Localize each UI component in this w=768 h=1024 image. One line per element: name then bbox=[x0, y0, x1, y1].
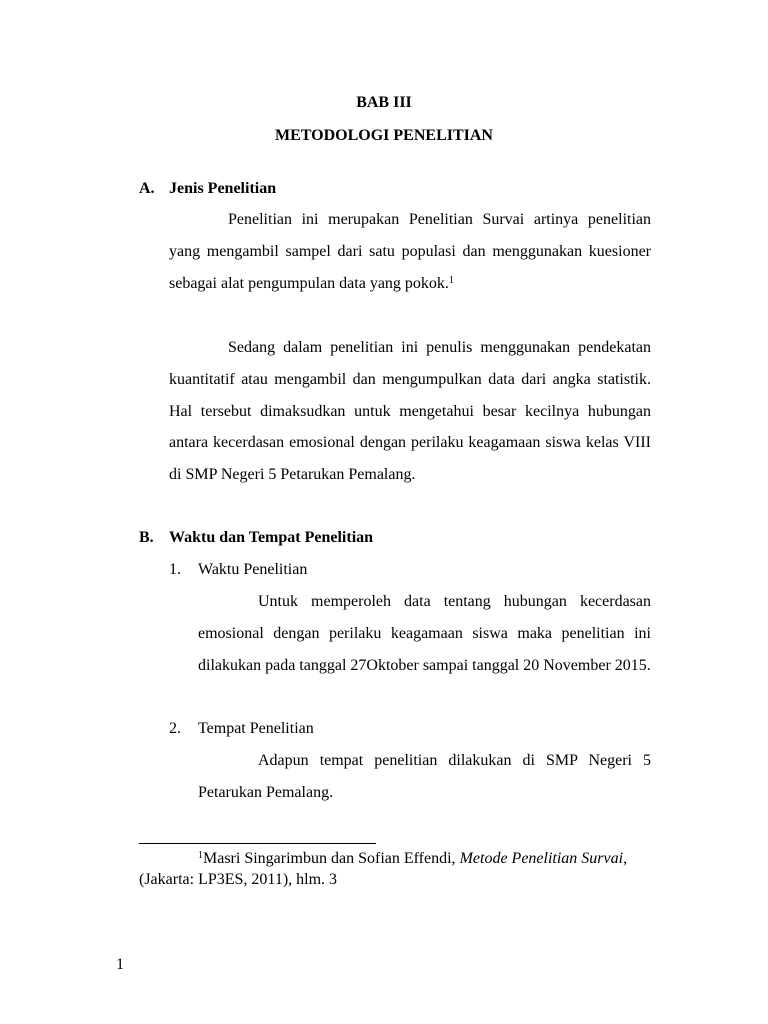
chapter-title: METODOLOGI PENELITIAN bbox=[275, 127, 493, 144]
subsection-2-title: Tempat Penelitian bbox=[198, 720, 314, 737]
subsection-1-paragraph: Untuk memperoleh data tentang hubungan kecerdasan emosional dengan perilaku keagamaan siswa maka penelitian ini dilakukan pada tanggal 27Oktober sampai tanggal 20 November 2015. bbox=[198, 593, 651, 674]
subsection-1-heading bbox=[169, 561, 307, 579]
subsection-1-title: Waktu Penelitian bbox=[198, 561, 308, 578]
footnote bbox=[139, 848, 651, 890]
footnote-number: 1 bbox=[198, 850, 203, 861]
chapter-number: BAB III bbox=[356, 94, 412, 111]
page-number: 1 bbox=[116, 956, 124, 973]
footnote-separator bbox=[139, 843, 376, 844]
subsection-1-number: 1. bbox=[169, 561, 181, 578]
section-a-title: Jenis Penelitian bbox=[169, 180, 277, 197]
section-b-title: Waktu dan Tempat Penelitian bbox=[169, 529, 374, 546]
subsection-2-number: 2. bbox=[169, 720, 181, 737]
footnote-reference: 1 bbox=[448, 274, 454, 286]
footnote-text-before: Masri Singarimbun dan Sofian Effendi, bbox=[203, 850, 460, 867]
section-a-paragraph-2: Sedang dalam penelitian ini penulis menggunakan pendekatan kuantitatif atau mengambil dan mengumpulkan data dari angka statistik. Hal tersebut dimaksudkan untuk mengetahui besar kecilnya hubungan antara kecerdasan emosional dengan perilaku keagamaan siswa kelas VIII di SMP Negeri 5 Petarukan Pemalang. bbox=[169, 339, 651, 484]
section-a-label: A. bbox=[139, 180, 155, 197]
section-b-heading bbox=[139, 529, 373, 547]
footnote-text-after: , (Jakarta: LP3ES, 2011), hlm. 3 bbox=[139, 850, 628, 888]
subsection-2-paragraph: Adapun tempat penelitian dilakukan di SMP Negeri 5 Petarukan Pemalang. bbox=[198, 752, 651, 801]
section-a-p1-text: Penelitian ini merupakan Penelitian Survai artinya penelitian yang mengambil sampel dari satu populasi dan menggunakan kuesioner sebagai alat pengumpulan data yang pokok. bbox=[169, 211, 651, 292]
section-b-label: B. bbox=[139, 529, 154, 546]
section-a-paragraph-1 bbox=[169, 204, 651, 299]
section-a-heading bbox=[139, 180, 276, 198]
subsection-2-heading bbox=[169, 720, 314, 738]
footnote-book-title: Metode Penelitian Survai bbox=[459, 850, 624, 867]
